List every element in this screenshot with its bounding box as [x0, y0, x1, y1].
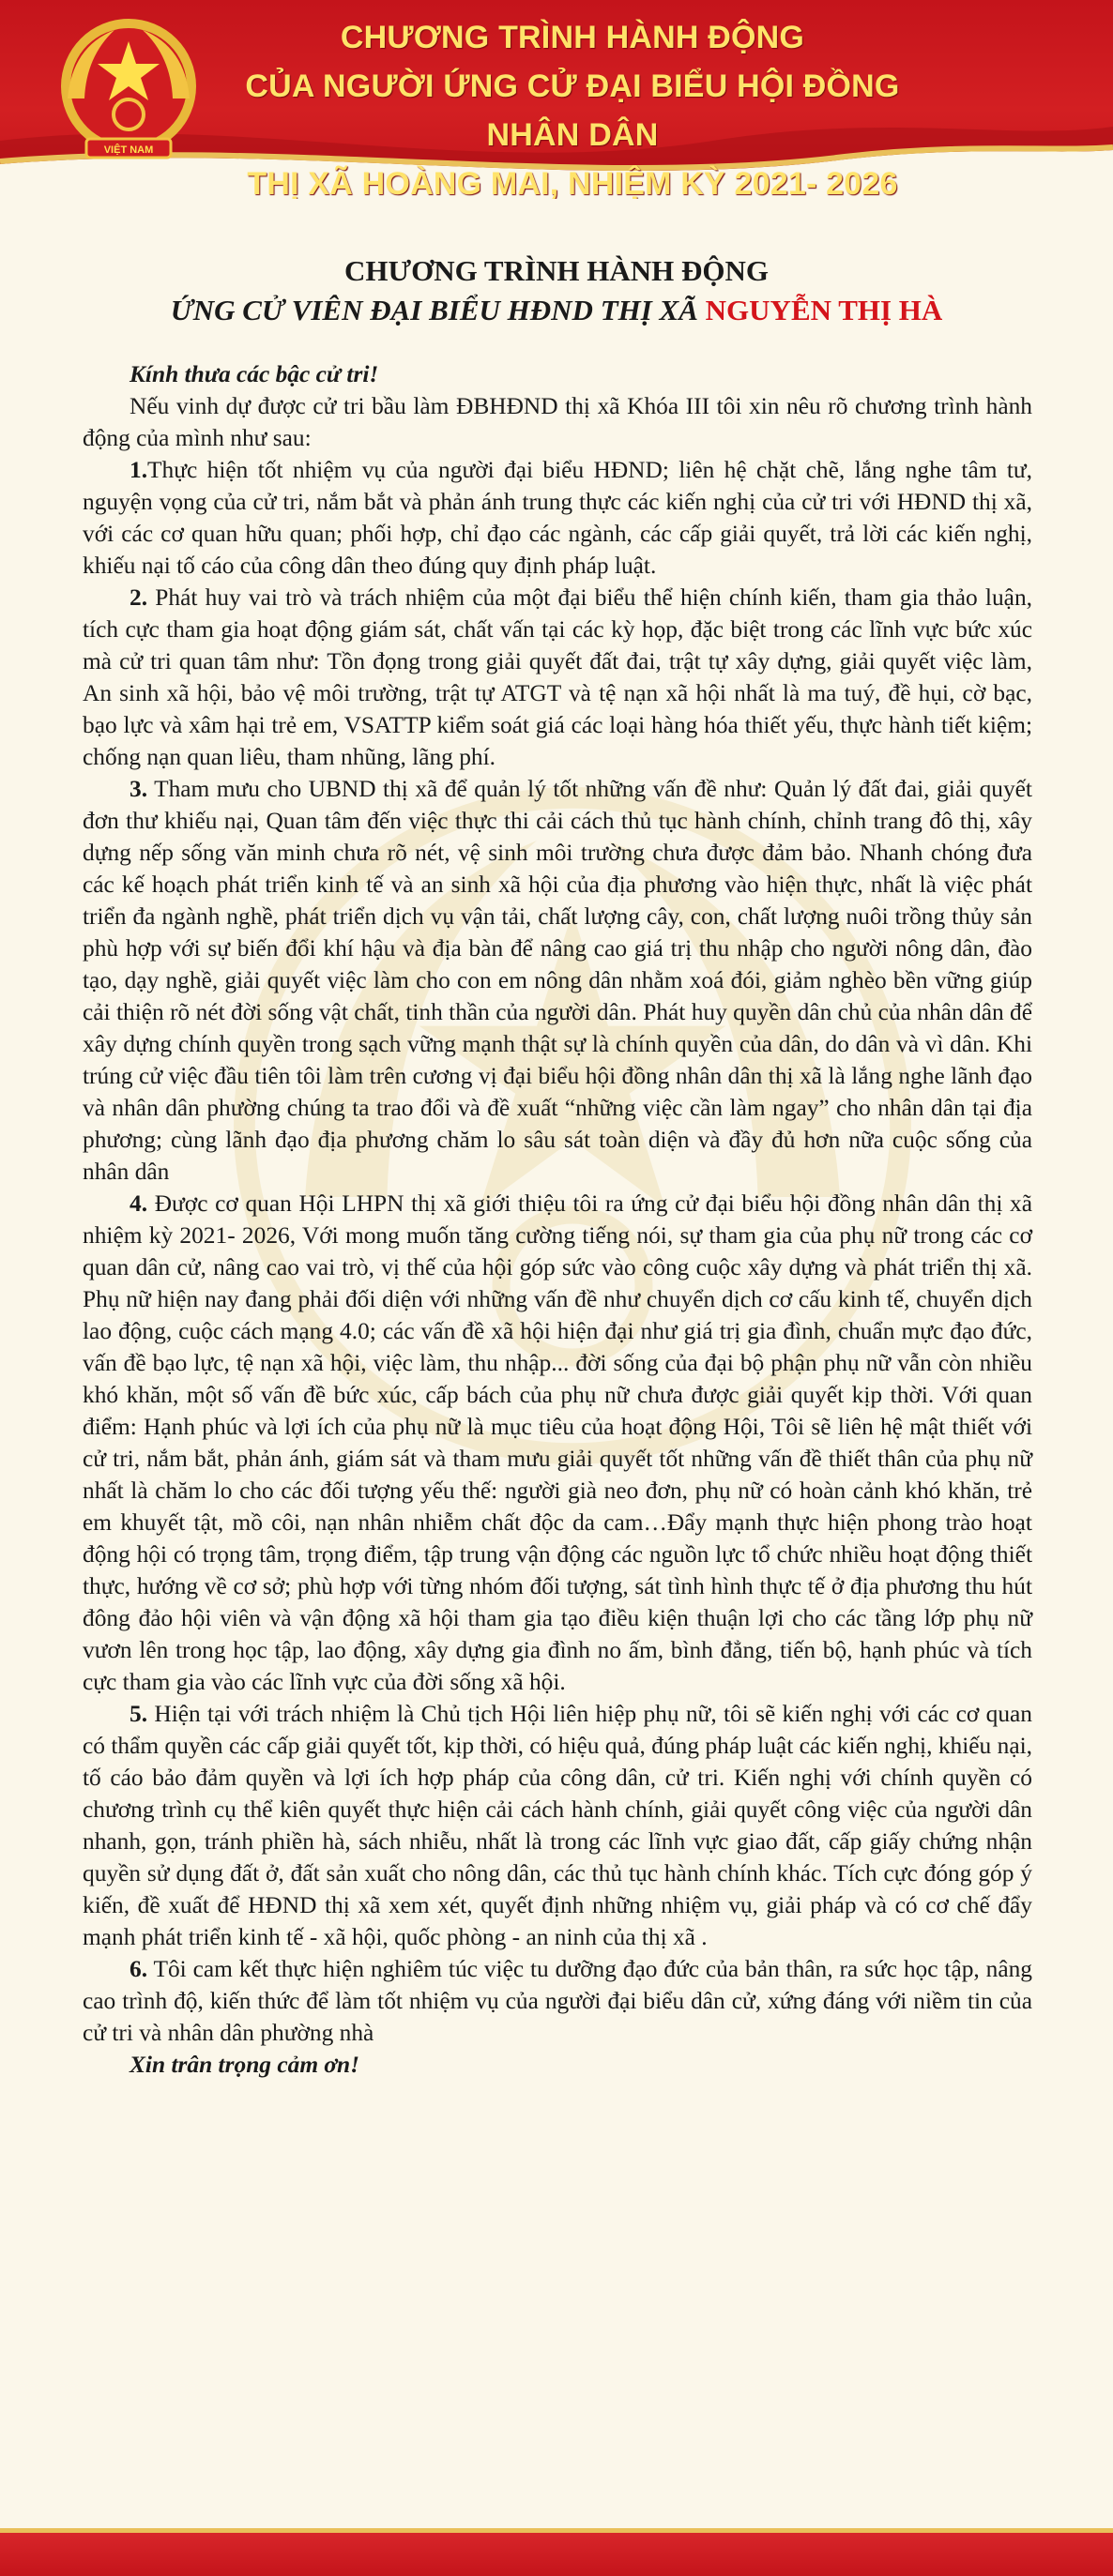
item-text: Tham mưu cho UBND thị xã để quản lý tốt những vấn đề như: Quản lý đất đai, giải quyết đơn thư khiếu nại, Quan tâm đến việc thực thi cải cách thủ tục hành chính, chỉnh trang đô thị, xây dựng nếp sống văn minh chưa rõ nét, vệ sinh môi trường chưa được đảm bảo. Nhanh chóng đưa các kế hoạch phát triển kinh tế và an sinh xã hội của địa phương vào hiện thực, nhất là việc phát triển đa ngành nghề, phát triển dịch vụ vận tải, chất lượng cây, con, chất lượng nuôi trồng thủy sản phù hợp với sự biến đổi khí hậu và địa bàn để nâng cao giá trị thu nhập cho người nông dân, đào tạo, dạy nghề, giải quyết việc làm cho con em nông dân nhằm xoá đói, giảm nghèo bền vững giúp cải thiện rõ nét đời sống vật chất, tinh thần của người dân. Phát huy quyền dân chủ của nhân dân để xây dựng chính quyền trong sạch vững mạnh thật sự là chính quyền của dân, do dân và vì dân. Khi trúng cử việc đầu tiên tôi làm trên cương vị đại biểu hội đồng nhân dân thị xã là lắng nghe lãnh đạo và nhân dân phường chúng ta trao đổi và đề xuất “những việc cần làm ngay” cho nhân dân tại địa phương; cùng lãnh đạo địa phương chăm lo sâu sát toàn diện và đầy đủ hơn nữa cuộc sống của nhân dân [83, 776, 1032, 1185]
header-title [244, 13, 901, 199]
item-text: Hiện tại với trách nhiệm là Chủ tịch Hội liên hiệp phụ nữ, tôi sẽ kiến nghị với các cơ quan có thẩm quyền các cấp giải quyết tốt, kịp thời, có hiệu quả, đúng pháp luật các kiến nghị, khiếu nại, tố cáo bảo đảm quyền và lợi ích hợp pháp của công dân, cử tri. Kiến nghị với chính quyền có chương trình cụ thể kiên quyết thực hiện cải cách hành chính, giải quyết công việc của người dân nhanh, gọn, tránh phiền hà, sách nhiễu, nhất là trong các lĩnh vực giao đất, cấp giấy chứng nhận quyền sử dụng đất ở, đất sản xuất cho nông dân, các thủ tục hành chính khác. Tích cực đóng góp ý kiến, đề xuất để HĐND thị xã xem xét, quyết định những nhiệm vụ, giải pháp và có cơ chế đẩy mạnh phát triển kinh tế - xã hội, quốc phòng - an ninh của thị xã . [83, 1701, 1032, 1950]
document-title: CHƯƠNG TRÌNH HÀNH ĐỘNG [343, 254, 770, 287]
candidate-name: NGUYỄN THỊ HÀ [705, 294, 943, 326]
emblem-text: VIỆT NAM [103, 144, 154, 156]
item-text: Thực hiện tốt nhiệm vụ của người đại biểu HĐND; liên hệ chặt chẽ, lắng nghe tâm tư, nguyện vọng của cử tri, nắm bắt và phản ánh trung thực các kiến nghị của cử tri với HĐND thị xã, với các cơ quan hữu quan; phối hợp, chỉ đạo các ngành, các cấp giải quyết, trả lời các kiến nghị, khiếu nại tố cáo của công dân theo đúng quy định pháp luật. [83, 457, 1032, 579]
list-item [83, 1188, 1032, 1698]
document-title-block [0, 251, 1113, 330]
header-line-3: THỊ XÃ HOÀNG MAI, NHIỆM KỲ 2021- 2026 [247, 166, 898, 199]
document-body [83, 358, 1032, 2081]
footer-banner [0, 2533, 1113, 2576]
list-item [83, 582, 1032, 773]
item-number: 3. [130, 776, 148, 802]
item-number: 1. [130, 457, 148, 483]
item-text: Phát huy vai trò và trách nhiệm của một đại biểu thể hiện chính kiến, tham gia thảo luận, tích cực tham gia hoạt động giám sát, chất vấn tại các kỳ họp, đặc biệt trong các lĩnh vực bức xúc mà cử tri quan tâm như: Tồn đọng trong giải quyết đất đai, trật tự xây dựng, giải quyết việc làm, An sinh xã hội, bảo vệ môi trường, trật tự ATGT và tệ nạn xã hội nhất là ma tuý, đề hụi, cờ bạc, bạo lực và xâm hại trẻ em, VSATTP kiểm soát giá các loại hàng hóa thiết yếu, thực hành tiết kiệm; chống nạn quan liêu, tham nhũng, lãng phí. [83, 584, 1032, 770]
header-banner [0, 0, 1113, 199]
item-text: Được cơ quan Hội LHPN thị xã giới thiệu tôi ra ứng cử đại biểu hội đồng nhân dân thị xã nhiệm kỳ 2021- 2026, Với mong muốn tăng cường tiếng nói, sự tham gia của phụ nữ trong các cơ quan dân cử, nâng cao vai trò, vị thế của hội góp sức vào công cuộc xây dựng và phát triển thị xã. Phụ nữ hiện nay đang phải đối diện với những vấn đề như chuyển dịch cơ cấu kinh tế, chuyển dịch lao động, cuộc cách mạng 4.0; các vấn đề xã hội hiện đại như giá trị gia đình, chuẩn mực đạo đức, vấn đề bạo lực, tệ nạn xã hội, việc làm, thu nhập... đời sống của đại bộ phận phụ nữ vẫn còn nhiều khó khăn, một số vấn đề bức xúc, cấp bách của phụ nữ chưa được giải quyết kịp thời. Với quan điểm: Hạnh phúc và lợi ích của phụ nữ là mục tiêu của hoạt động Hội, Tôi sẽ liên hệ mật thiết với cử tri, nắm bắt, phản ánh, giám sát và tham mưu giải quyết tốt những vấn đề thiết thân của phụ nữ nhất là chăm lo cho các đối tượng yếu thế: người già neo đơn, phụ nữ có hoàn cảnh khó khăn, trẻ em khuyết tật, mồ côi, nạn nhân nhiễm chất độc da cam…Đẩy mạnh thực hiện phong trào hoạt động hội có trọng tâm, trọng điểm, tập trung vận động các nguồn lực tổ chức nhiều hoạt động thiết thực, hướng về cơ sở; phù hợp với từng nhóm đối tượng, sát tình hình thực tế ở địa phương thu hút đông đảo hội viên và vận động xã hội tham gia tạo điều kiện thuận lợi cho các tầng lớp phụ nữ vươn lên trong học tập, lao động, xây dựng gia đình no ấm, bình đẳng, tiến bộ, hạnh phúc và tích cực tham gia vào các lĩnh vực của đời sống xã hội. [83, 1190, 1032, 1695]
item-number: 6. [130, 1956, 148, 1982]
item-number: 5. [130, 1701, 148, 1727]
greeting: Kính thưa các bậc cử tri! [130, 361, 379, 387]
closing-line: Xin trân trọng cảm ơn! [130, 2052, 360, 2078]
header-line-2: CỦA NGƯỜI ỨNG CỬ ĐẠI BIỂU HỘI ĐỒNG NHÂN DÂN [245, 68, 900, 153]
item-text: Tôi cam kết thực hiện nghiêm túc việc tu dưỡng đạo đức của bản thân, ra sức học tập, nâng cao trình độ, kiến thức để làm tốt nhiệm vụ của người đại biểu dân cử, xứng đáng với niềm tin của cử tri và nhân dân phường nhà [83, 1956, 1032, 2046]
subtitle-prefix: ỨNG CỬ VIÊN ĐẠI BIỂU HĐND THỊ XÃ [170, 294, 706, 326]
list-item [83, 773, 1032, 1188]
national-emblem-icon [49, 9, 208, 169]
list-item [83, 454, 1032, 582]
document-subtitle [0, 291, 1113, 330]
header-line-1: CHƯƠNG TRÌNH HÀNH ĐỘNG [340, 20, 805, 55]
list-item [83, 1953, 1032, 2049]
list-item [83, 1698, 1032, 1953]
item-number: 4. [130, 1190, 148, 1217]
intro-paragraph: Nếu vinh dự được cử tri bầu làm ĐBHĐND thị xã Khóa III tôi xin nêu rõ chương trình hành động của mình như sau: [83, 393, 1032, 451]
item-number: 2. [130, 584, 148, 611]
